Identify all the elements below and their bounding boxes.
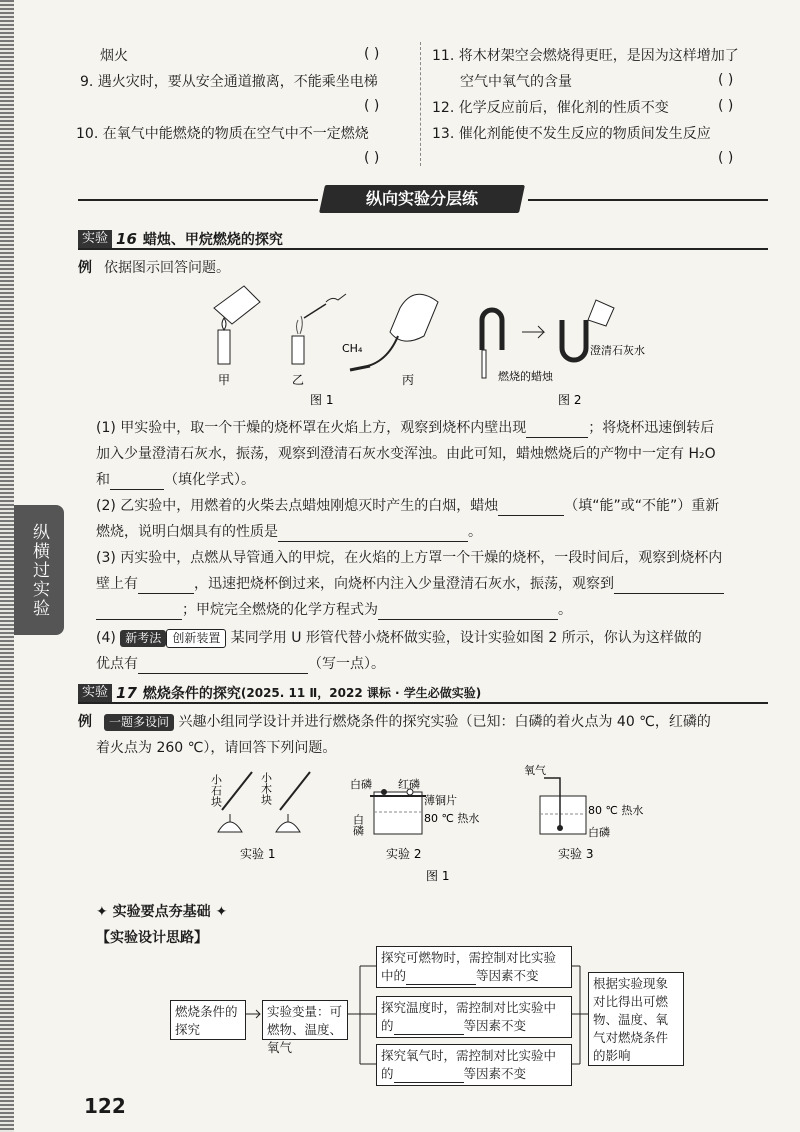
svg-text:图 2: 图 2 (558, 393, 582, 407)
q2-line1: (2) 乙实验中，用燃着的火柴去点蜡烛刚熄灭时产生的白烟，蜡烛 （填“能”或“不能”）重新 (96, 498, 720, 514)
q9: 9. 遇火灾时，要从安全通道撤离，不能乘坐电梯 (80, 74, 378, 90)
svg-text:80 ℃ 热水: 80 ℃ 热水 (588, 804, 644, 817)
svg-text:白磷: 白磷 (351, 814, 365, 836)
svg-text:80 ℃ 热水: 80 ℃ 热水 (424, 812, 480, 825)
answer-blank[interactable] (110, 473, 164, 490)
candle-jia-icon (214, 286, 260, 364)
answer-blank[interactable] (614, 577, 724, 594)
svg-text:实验 1: 实验 1 (240, 847, 276, 861)
answer-paren[interactable]: ( ) (718, 150, 734, 166)
answer-blank[interactable] (498, 499, 564, 516)
svg-text:燃烧的蜡烛: 燃烧的蜡烛 (498, 370, 553, 383)
svg-text:丙: 丙 (402, 373, 415, 387)
answer-paren[interactable]: ( ) (364, 98, 380, 114)
exp17-rule (78, 702, 768, 704)
answer-blank[interactable] (278, 525, 468, 542)
q13: 13. 催化剂能使不发生反应的物质间发生反应 (432, 126, 711, 142)
combustion-condition-figure (200, 762, 660, 892)
answer-blank[interactable] (138, 577, 194, 594)
answer-paren[interactable]: ( ) (364, 46, 380, 62)
svg-text:小木块: 小木块 (259, 772, 273, 805)
svg-text:澄清石灰水: 澄清石灰水 (590, 344, 645, 357)
beaker-oxygen-icon (540, 778, 586, 834)
exp-source: (2025. 11 Ⅱ，2022 课标 · 学生必做实验) (240, 686, 482, 700)
svg-text:图 1: 图 1 (310, 393, 334, 407)
candle-methane-figure (200, 280, 680, 410)
example-label: 例 (78, 260, 92, 276)
svg-text:氧气: 氧气 (524, 764, 546, 777)
exp-number: 16 (116, 229, 137, 248)
exp17-header (78, 682, 481, 702)
q1-line1: (1) 甲实验中，取一个干燥的烧杯罩在火焰上方，观察到烧杯内壁出现 ；将烧杯迅速倒转后 (96, 420, 715, 436)
svg-text:CH₄: CH₄ (342, 342, 363, 355)
exp-tag: 实验 (78, 230, 112, 248)
answer-blank[interactable] (526, 421, 588, 438)
section-banner: 纵向实验分层练 (319, 185, 525, 213)
flow-result-box: 根据实验现象对比得出可燃物、温度、氧气对燃烧条件的影响 (588, 972, 684, 1066)
side-tab: 纵横过实验 (14, 505, 64, 635)
svg-text:红磷: 红磷 (398, 778, 420, 791)
svg-text:小石块: 小石块 (209, 774, 223, 807)
answer-blank[interactable] (96, 603, 182, 620)
exp-number: 17 (116, 683, 137, 702)
answer-paren[interactable]: ( ) (718, 72, 734, 88)
exp-title: 蜡烛、甲烷燃烧的探究 (142, 231, 283, 248)
alcohol-lamp-1-icon (218, 772, 252, 832)
answer-blank[interactable] (394, 1070, 464, 1083)
q8-tail: 烟火 (100, 48, 128, 64)
svg-text:实验 2: 实验 2 (386, 847, 422, 861)
svg-text:甲: 甲 (218, 373, 231, 387)
flow-branch-temp: 探究温度时，需控制对比实验中的 等因素不变 (376, 996, 572, 1038)
answer-paren[interactable]: ( ) (364, 150, 380, 166)
answer-blank[interactable] (406, 972, 476, 985)
answer-paren[interactable]: ( ) (718, 98, 734, 114)
example-label: 例 (78, 714, 92, 730)
exp16-rule (78, 248, 768, 250)
q2-line2: 燃烧，说明白烟具有的性质是 。 (96, 524, 482, 540)
exp16-header (78, 228, 283, 248)
answer-blank[interactable] (138, 657, 308, 674)
exp17-prompt-line1: 一题多设问 兴趣小组同学设计并进行燃烧条件的探究实验（已知：白磷的着火点为 40 ℃，红磷的 (104, 712, 711, 732)
exp17-prompt-line2: 着火点为 260 ℃），请回答下列问题。 (96, 740, 337, 756)
innovative-device-chip: 创新装置 (166, 629, 226, 648)
design-label: 【实验设计思路】 (96, 930, 208, 946)
q3-line1: (3) 丙实验中，点燃从导管通入的甲烷，在火焰的上方罩一个干燥的烧杯，一段时间后，观察到烧杯内 (96, 550, 723, 566)
q4-line2: 优点有 （写一点）。 (96, 656, 385, 672)
section-title: ✦ 实验要点夯基础 ✦ (96, 904, 228, 920)
q1-line3: 和 （填化学式）。 (96, 472, 255, 488)
beaker-bing-icon (350, 294, 438, 370)
svg-text:实验 3: 实验 3 (558, 847, 594, 861)
q11-line2: 空气中氧气的含量 (460, 74, 572, 90)
q1-line2: 加入少量澄清石灰水，振荡，观察到澄清石灰水变浑浊。由此可知，蜡烛燃烧后的产物中一定有 H₂O (96, 446, 716, 462)
alcohol-lamp-2-icon (276, 772, 310, 832)
svg-text:白磷: 白磷 (350, 778, 372, 791)
flow-branch-oxygen: 探究氧气时，需控制对比实验中的 等因素不变 (376, 1044, 572, 1086)
column-divider (420, 42, 421, 166)
q10: 10. 在氧气中能燃烧的物质在空气中不一定燃烧 (76, 126, 369, 142)
flow-start-box: 燃烧条件的探究 (170, 1000, 246, 1040)
svg-text:乙: 乙 (292, 373, 305, 387)
q11-line1: 11. 将木材架空会燃烧得更旺，是因为这样增加了 (432, 48, 739, 64)
svg-text:薄铜片: 薄铜片 (424, 794, 457, 807)
flow-branch-fuel: 探究可燃物时，需控制对比实验中的 等因素不变 (376, 946, 572, 988)
answer-blank[interactable] (378, 603, 558, 620)
beaker-copper-icon (370, 789, 426, 834)
banner-rule-left (78, 199, 318, 201)
q4-line1: (4) 新考法 创新装置 某同学用 U 形管代替小烧杯做实验，设计实验如图 2 所示，你认为这样做的 (96, 630, 702, 646)
answer-blank[interactable] (394, 1022, 464, 1035)
q12: 12. 化学反应前后，催化剂的性质不变 (432, 100, 669, 116)
exp-tag: 实验 (78, 684, 112, 702)
book-spine (0, 0, 14, 1132)
multi-question-chip: 一题多设问 (104, 714, 174, 731)
q3-line2: 壁上有 ，迅速把烧杯倒过来，向烧杯内注入少量澄清石灰水，振荡，观察到 (96, 574, 724, 594)
page-number: 122 (84, 1094, 126, 1118)
u-tube-icon (482, 300, 614, 378)
new-method-chip: 新考法 (120, 630, 166, 647)
svg-text:白磷: 白磷 (588, 826, 610, 839)
banner-rule-right (528, 199, 768, 201)
flow-variables-box: 实验变量：可燃物、温度、氧气 (262, 1000, 348, 1040)
exp-title: 燃烧条件的探究 (142, 685, 241, 702)
exp16-prompt: 依据图示回答问题。 (104, 260, 230, 276)
svg-text:图 1: 图 1 (426, 869, 450, 883)
q3-line3: ；甲烷完全燃烧的化学方程式为 。 (96, 600, 572, 620)
candle-yi-icon (292, 294, 346, 364)
